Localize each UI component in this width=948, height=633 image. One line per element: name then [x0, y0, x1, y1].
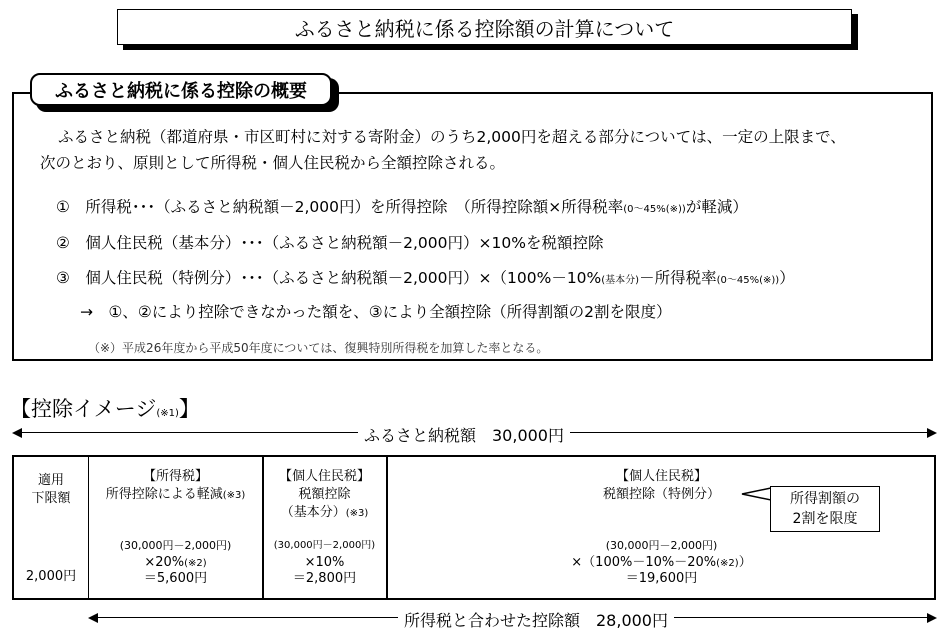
col2-calc2-note: (※2)	[184, 558, 207, 569]
overview-heading-text: ふるさと納税に係る控除の概要	[55, 80, 307, 102]
col2-title: 【所得税】	[142, 469, 208, 484]
col2-calc2-text: ×20%	[144, 555, 185, 570]
col4-calc2-note: (※2)	[716, 558, 739, 569]
col3-line3-text: （基本分）	[280, 505, 346, 520]
col3-title: 【個人住民税】	[278, 469, 370, 484]
item3-mid: －所得税率	[639, 269, 717, 287]
item3-base-note: (基本分)	[601, 275, 640, 286]
col4-calc2-tail: ）	[738, 555, 752, 570]
item1-rate-note: (0～45%(※))	[623, 204, 686, 215]
col4-calc2-text: ×（100%－10%－20%	[571, 555, 717, 570]
section-heading-close: 】	[178, 397, 200, 421]
col2-subtitle	[89, 486, 262, 504]
callout-line1: 所得割額の	[790, 491, 860, 507]
col4-calc1: (30,000円－2,000円)	[605, 539, 718, 552]
item3-rate-note: (0～45%(※))	[716, 275, 780, 286]
item1-tail: が軽減）	[685, 198, 748, 216]
col3-line3-note: (※3)	[345, 508, 369, 519]
overview-paragraph-line2: 次のとおり、原則として所得税・個人住民税から全額控除される。	[40, 154, 506, 172]
col4-result: ＝19,600円	[625, 571, 698, 586]
overview-item-3	[56, 266, 795, 288]
bottom-arrow-left-head	[88, 613, 98, 623]
callout-pointer	[740, 484, 774, 504]
callout-line2: 2割を限度	[792, 511, 858, 527]
overview-heading	[30, 73, 332, 106]
col3-result: ＝2,800円	[292, 571, 357, 586]
section-heading	[10, 393, 200, 423]
overview-paragraph-line1: ふるさと納税（都道府県・市区町村に対する寄附金）のうち2,000円を超える部分については、一定の上限まで、	[58, 128, 846, 146]
overview-footnote: （※）平成26年度から平成50年度については、復興特別所得税を加算した率となる。	[88, 341, 549, 355]
col1-label-line1: 適用	[37, 473, 64, 488]
col1-amount: 2,000円	[25, 569, 77, 584]
col3-line3	[263, 504, 386, 522]
bottom-arrow-label: 所得税と合わせた控除額 28,000円	[398, 608, 674, 631]
page-title-text: ふるさと納税に係る控除額の計算について	[294, 16, 675, 41]
col2-result: ＝5,600円	[143, 571, 208, 586]
col2-subtitle-text: 所得控除による軽減	[105, 487, 223, 502]
overview-item-1	[56, 195, 748, 217]
col3-calc1: (30,000円－2,000円)	[273, 540, 376, 551]
top-arrow-left-head	[12, 428, 22, 438]
col4-line2: 税額控除（特例分）	[602, 487, 720, 502]
overview-item-2: ② 個人住民税（基本分）･･･（ふるさと納税額－2,000円）×10%を税額控除	[56, 234, 604, 252]
col3-calc2: ×10%	[304, 555, 345, 570]
col4-title: 【個人住民税】	[615, 469, 707, 484]
col1-label-line2: 下限額	[31, 491, 71, 506]
page-title	[117, 9, 852, 45]
item1-main: ① 所得税･･･（ふるさと納税額－2,000円）を所得控除 （所得控除額×所得税率	[56, 198, 624, 216]
col2-subtitle-note: (※3)	[222, 490, 246, 501]
section-heading-main: 【控除イメージ	[10, 397, 157, 421]
overview-arrow-line: → ①、②により控除できなかった額を、③により全額控除（所得割額の2割を限度）	[80, 303, 672, 321]
callout-limit	[770, 486, 880, 532]
top-arrow-right-head	[927, 428, 937, 438]
item3-main: ③ 個人住民税（特例分）･･･（ふるさと納税額－2,000円）×（100%－10%	[56, 269, 602, 287]
section-heading-note: (※1)	[156, 408, 179, 419]
top-arrow-label: ふるさと納税額 30,000円	[358, 423, 570, 446]
col3-line2: 税額控除	[298, 487, 351, 502]
item3-tail: ）	[779, 269, 795, 287]
bottom-arrow-right-head	[927, 613, 937, 623]
col2-calc1: (30,000円－2,000円)	[119, 539, 232, 552]
